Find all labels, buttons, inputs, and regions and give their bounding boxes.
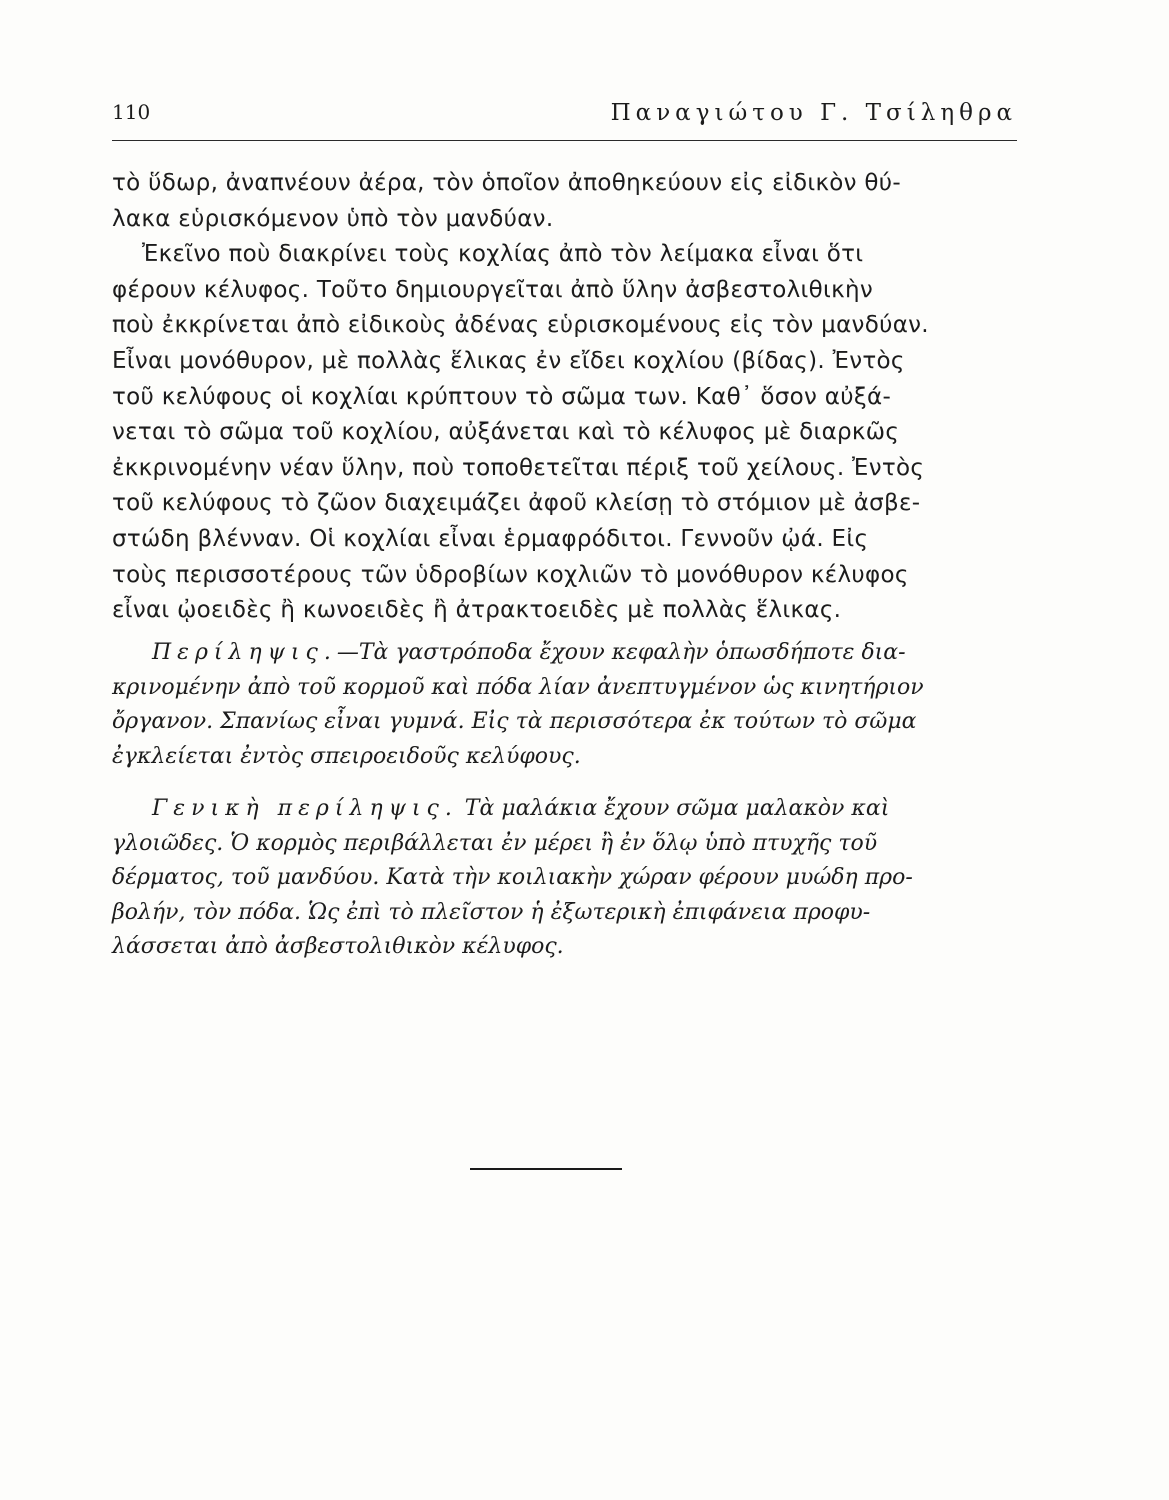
text-line: κρινομένην ἀπὸ τοῦ κορμοῦ καὶ πόδα λίαν ἀνεπτυγμένον ὡς κινητήριον — [112, 674, 924, 700]
text-line: λάσσεται ἀπὸ ἀσβεστολιθικὸν κέλυφος. — [112, 934, 564, 959]
text-line: Εἶναι μονόθυρον, μὲ πολλὰς ἕλικας ἐν εἴδει κοχλίου (βίδας). Ἐντὸς — [112, 347, 905, 374]
text-line: φέρουν κέλυφος. Τοῦτο δημιουργεῖται ἀπὸ ὕλην ἀσβεστολιθικὴν — [112, 276, 873, 303]
text-line: τοῦ κελύφους τὸ ζῶον διαχειμάζει ἀφοῦ κλείσῃ τὸ στόμιον μὲ ἀσβε- — [112, 490, 921, 517]
summary-paragraph — [112, 636, 1022, 774]
text-line: ἐκκρινομένην νέαν ὕλην, ποὺ τοποθετεῖται πέριξ τοῦ χείλους. Ἐντὸς — [112, 454, 925, 481]
general-summary-paragraph — [112, 792, 1022, 965]
text-line: νεται τὸ σῶμα τοῦ κοχλίου, αὐξάνεται καὶ τὸ κέλυφος μὲ διαρκῶς — [112, 419, 900, 446]
text-line: γλοιῶδες. Ὁ κορμὸς περιβάλλεται ἐν μέρει ἢ ἐν ὅλῳ ὑπὸ πτυχῆς τοῦ — [112, 830, 878, 856]
summary-line-text: —Τὰ γαστρόποδα ἔχουν κεφαλὴν ὁπωσδήποτε δια- — [336, 640, 906, 665]
running-head-author: Παναγιώτου Γ. Τσίληθρα — [610, 100, 1017, 126]
text-line: εἶναι ᾠοειδὲς ἢ κωνοειδὲς ἢ ἀτρακτοειδὲς μὲ πολλὰς ἕλικας. — [112, 597, 842, 624]
page-number: 110 — [112, 100, 151, 124]
general-summary-line-text: Τὰ μαλάκια ἔχουν σῶμα μαλακὸν καὶ — [457, 796, 890, 821]
section-end-rule — [470, 1168, 622, 1170]
page-header — [112, 96, 1017, 141]
text-line — [112, 636, 1022, 671]
text-line: ὄργανον. Σπανίως εἶναι γυμνά. Εἰς τὰ περισσότερα ἐκ τούτων τὸ σῶμα — [112, 709, 917, 734]
text-line: Ἐκεῖνο ποὺ διακρίνει τοὺς κοχλίας ἀπὸ τὸν λείμακα εἶναι ὅτι — [142, 241, 864, 268]
text-line: τὸ ὕδωρ, ἀναπνέουν ἀέρα, τὸν ὁποῖον ἀποθηκεύουν εἰς εἰδικὸν θύ- — [112, 170, 902, 196]
text-line: τοὺς περισσοτέρους τῶν ὑδροβίων κοχλιῶν τὸ μονόθυρον κέλυφος — [112, 561, 909, 588]
text-line: στώδη βλένναν. Οἱ κοχλίαι εἶναι ἑρμαφρόδιτοι. Γεννοῦν ᾠά. Εἰς — [112, 525, 869, 552]
text-line: ποὺ ἐκκρίνεται ἀπὸ εἰδικοὺς ἀδένας εὑρισκομένους εἰς τὸν μανδύαν. — [112, 312, 929, 339]
text-line: λακα εὑρισκόμενον ὑπὸ τὸν μανδύαν. — [112, 205, 554, 232]
text-line: βολήν, τὸν πόδα. Ὡς ἐπὶ τὸ πλεῖστον ἡ ἐξωτερικὴ ἐπιφάνεια προφυ- — [112, 899, 871, 925]
main-paragraphs — [112, 166, 1022, 629]
text-line: ἐγκλείεται ἐντὸς σπειροειδοῦς κελύφους. — [112, 743, 581, 769]
text-line: τοῦ κελύφους οἱ κοχλίαι κρύπτουν τὸ σῶμα των. Καθ᾽ ὅσον αὐξά- — [112, 383, 892, 410]
general-summary-label: Γενικὴ περίληψις. — [152, 796, 458, 821]
text-line: δέρματος, τοῦ μανδύου. Κατὰ τὴν κοιλιακὴν χώραν φέρουν μυώδη προ- — [112, 865, 913, 890]
text-line — [112, 792, 1022, 827]
summary-label: Περίληψις. — [152, 640, 337, 665]
